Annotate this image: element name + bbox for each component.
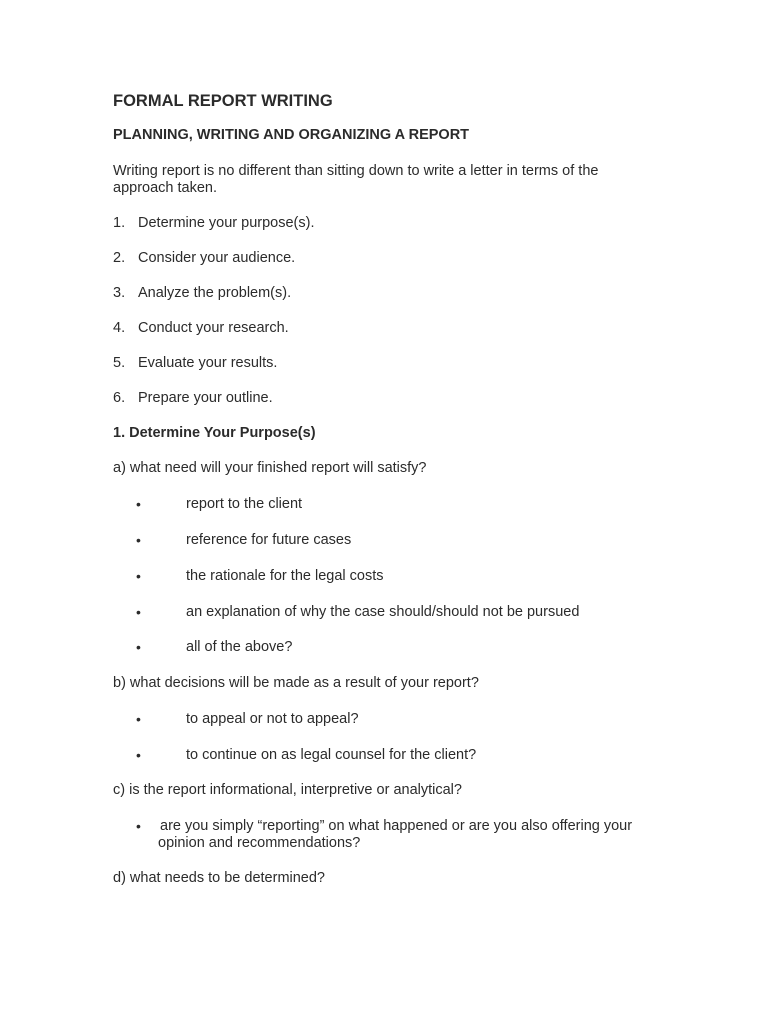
- step-item: [113, 390, 273, 407]
- step-item: [113, 215, 315, 232]
- bullet-icon: •: [136, 568, 141, 584]
- question-b: b) what decisions will be made as a result of your report?: [113, 675, 479, 691]
- list-item-line-2: opinion and recommendations?: [158, 835, 361, 851]
- step-number: 4.: [113, 320, 126, 336]
- list-item: to appeal or not to appeal?: [186, 711, 359, 727]
- question-c: c) is the report informational, interpretive or analytical?: [113, 782, 462, 798]
- list-item: an explanation of why the case should/should not be pursued: [186, 604, 580, 620]
- intro-paragraph-line-2: approach taken.: [113, 180, 217, 196]
- bullet-icon: •: [136, 604, 141, 620]
- step-text: Determine your purpose(s).: [138, 215, 315, 231]
- intro-paragraph-line-1: Writing report is no different than sitting down to write a letter in terms of the: [113, 163, 599, 179]
- step-item: [113, 320, 289, 337]
- question-a: a) what need will your finished report will satisfy?: [113, 460, 427, 476]
- list-item-line-1: are you simply “reporting” on what happened or are you also offering your: [160, 818, 633, 834]
- bullet-icon: •: [136, 818, 141, 834]
- document-subtitle: PLANNING, WRITING AND ORGANIZING A REPORT: [113, 127, 470, 143]
- section-heading: 1. Determine Your Purpose(s): [113, 425, 316, 441]
- step-number: 3.: [113, 285, 126, 301]
- step-text: Evaluate your results.: [138, 355, 278, 371]
- list-item: all of the above?: [186, 639, 293, 655]
- list-item: the rationale for the legal costs: [186, 568, 384, 584]
- step-item: [113, 355, 277, 372]
- step-number: 1.: [113, 215, 126, 231]
- question-d: d) what needs to be determined?: [113, 870, 325, 886]
- bullet-icon: •: [136, 747, 141, 763]
- step-text: Consider your audience.: [138, 250, 296, 266]
- step-text: Analyze the problem(s).: [138, 285, 292, 301]
- document-title: FORMAL REPORT WRITING: [113, 92, 333, 110]
- step-item: [113, 250, 295, 267]
- step-number: 2.: [113, 250, 126, 266]
- list-item: report to the client: [186, 496, 303, 512]
- bullet-icon: •: [136, 532, 141, 548]
- step-number: 5.: [113, 355, 126, 371]
- list-item: to continue on as legal counsel for the client?: [186, 747, 477, 763]
- step-number: 6.: [113, 390, 126, 406]
- step-item: [113, 285, 291, 302]
- step-text: Conduct your research.: [138, 320, 289, 336]
- list-item: reference for future cases: [186, 532, 352, 548]
- step-text: Prepare your outline.: [138, 390, 273, 406]
- bullet-icon: •: [136, 639, 141, 655]
- bullet-icon: •: [136, 711, 141, 727]
- bullet-icon: •: [136, 496, 141, 512]
